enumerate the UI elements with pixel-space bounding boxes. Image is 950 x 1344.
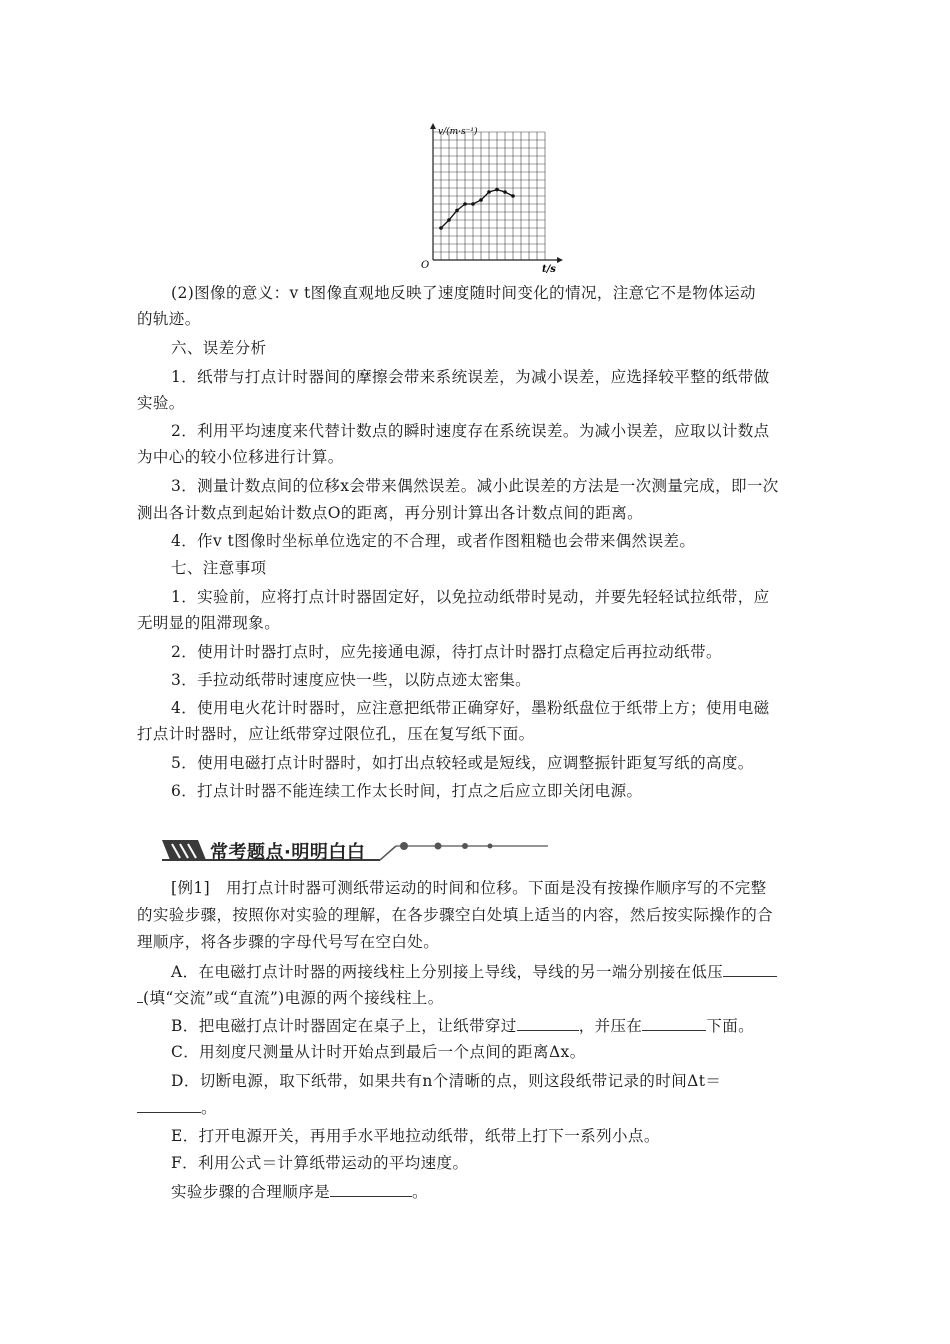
x-axis-arrow	[557, 257, 563, 263]
step-b-text-3: 下面。	[706, 1017, 755, 1035]
answer-blank[interactable]	[723, 960, 777, 977]
velocity-time-graph	[418, 120, 568, 280]
text-line: 5．使用电磁打点计时器时，如打出点较轻或是短线，应调整振针距复写纸的高度。	[171, 754, 754, 772]
data-series	[439, 188, 515, 230]
text-line: 1．实验前，应将打点计时器固定好，以免拉动纸带时晃动，并要先轻轻试拉纸带，应	[171, 588, 770, 606]
text-line: 4．作v t图像时坐标单位选定的不合理，或者作图粗糙也会带来偶然误差。	[171, 532, 696, 550]
data-point	[447, 218, 451, 222]
text-line: 4．使用电火花计时器时，应注意把纸带正确穿好，墨粉纸盘位于纸带上方；使用电磁	[171, 699, 770, 717]
text-line: 实验。	[137, 394, 185, 412]
answer-blank[interactable]	[137, 1096, 201, 1113]
text-line: 3．测量计数点间的位移x会带来偶然误差。减小此误差的方法是一次测量完成，即一次	[171, 477, 779, 495]
text-line: 6．打点计时器不能连续工作太长时间，打点之后应立即关闭电源。	[171, 782, 643, 800]
answer-blank[interactable]	[642, 1014, 706, 1031]
text-line: 为中心的较小位移进行计算。	[137, 448, 344, 466]
text-line: 1．纸带与打点计时器间的摩擦会带来系统误差，为减小误差，应选择较平整的纸带做	[171, 368, 770, 386]
step-a-text: A．在电磁打点计时器的两接线柱上分别接上导线，导线的另一端分别接在低压	[171, 963, 724, 981]
text-line: 2．使用计时器打点时，应先接通电源，待打点计时器打点稳定后再拉动纸带。	[171, 643, 722, 661]
text-line: 无明显的阻滞现象。	[137, 614, 281, 632]
section-heading: 七、注意事项	[171, 559, 267, 577]
step-a-line	[171, 960, 871, 983]
example-line: [例1] 用打点计时器可测纸带运动的时间和位移。下面是没有按操作顺序写的不完整	[171, 879, 767, 897]
text-line: 3．手拉动纸带时速度应快一些，以防点迹太密集。	[171, 671, 532, 689]
data-point	[439, 226, 443, 230]
answer-blank[interactable]	[517, 1014, 579, 1031]
origin-label: O	[421, 260, 430, 271]
section-banner	[160, 832, 560, 868]
text-line: (2)图像的意义：v t图像直观地反映了速度随时间变化的情况，注意它不是物体运动	[171, 284, 756, 302]
order-line	[171, 1180, 871, 1203]
step-d-line-2	[137, 1096, 837, 1119]
example-line: 的实验步骤，按照你对实验的理解，在各步骤空白处填上适当的内容，然后按实际操作的合	[137, 906, 774, 924]
step-b-line	[171, 1014, 871, 1037]
step-d-text-2: 。	[201, 1099, 217, 1117]
step-a-line-2	[137, 986, 837, 1009]
step-e-line: E．打开电源开关，再用手水平地拉动纸带，纸带上打下一系列小点。	[171, 1127, 660, 1145]
data-point	[463, 202, 467, 206]
step-d-line: D．切断电源，取下纸带，如果共有n个清晰的点，则这段纸带记录的时间Δt＝	[171, 1072, 722, 1090]
graph-grid	[433, 132, 545, 260]
data-point	[471, 202, 475, 206]
data-point	[503, 190, 507, 194]
section-heading: 六、误差分析	[171, 339, 267, 357]
data-point	[495, 188, 499, 192]
text-line: 打点计时器时，应让纸带穿过限位孔，压在复写纸下面。	[137, 725, 535, 743]
step-b-text: B．把电磁打点计时器固定在桌子上，让纸带穿过	[171, 1017, 517, 1035]
answer-blank[interactable]	[330, 1180, 412, 1197]
step-f-line: F．利用公式＝计算纸带运动的平均速度。	[171, 1154, 469, 1172]
order-text: 实验步骤的合理顺序是	[171, 1183, 331, 1201]
example-line: 理顺序，将各步骤的字母代号写在空白处。	[137, 933, 440, 951]
data-point	[487, 190, 491, 194]
text-line: 2．利用平均速度来代替计数点的瞬时速度存在系统误差。为减小误差，应取以计数点	[171, 422, 770, 440]
order-text-2: 。	[412, 1183, 428, 1201]
series-line	[441, 190, 513, 228]
text-line: 测出各计数点到起始计数点O的距离，再分别计算出各计数点间的距离。	[137, 504, 644, 522]
step-b-text-2: ，并压在	[578, 1017, 643, 1035]
y-axis-label: v/(m·s⁻¹)	[438, 127, 478, 137]
step-c-line: C．用刻度尺测量从计时开始点到最后一个点间的距离Δx。	[171, 1043, 586, 1061]
x-axis-label: t/s	[542, 264, 556, 275]
step-a-text-2: (填“交流”或“直流”)电源的两个接线柱上。	[143, 989, 444, 1007]
text-line: 的轨迹。	[137, 310, 201, 328]
banner-title: 常考题点·明明白白	[210, 842, 366, 863]
data-point	[511, 194, 515, 198]
data-point	[455, 209, 459, 213]
data-point	[479, 198, 483, 202]
y-axis-arrow	[430, 123, 436, 129]
